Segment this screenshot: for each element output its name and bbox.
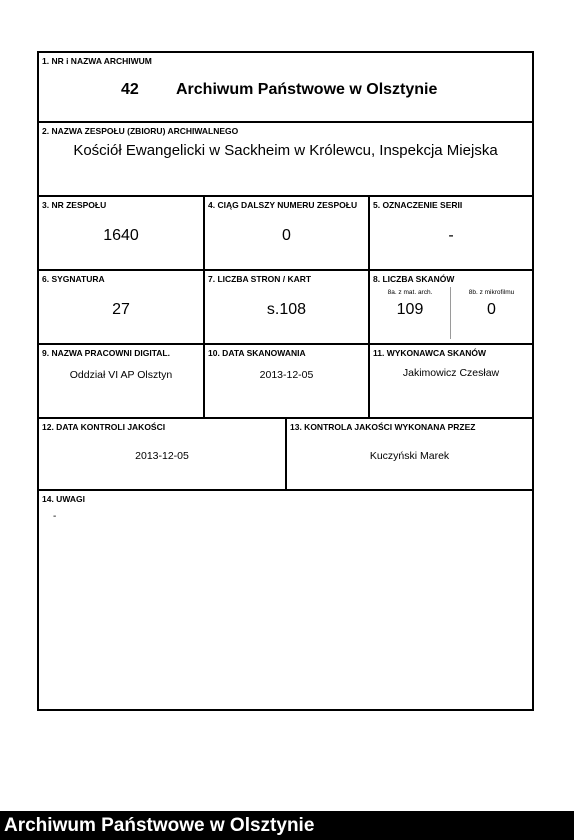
digitization-lab-value: Oddział VI AP Olsztyn — [69, 369, 173, 381]
field-signature — [39, 271, 203, 343]
footer-banner: Archiwum Państwowe w Olsztynie — [0, 811, 574, 840]
field-fonds-number-label: 3. NR ZESPOŁU — [42, 200, 107, 210]
field-qc-date-label: 12. DATA KONTROLI JAKOŚCI — [42, 422, 166, 432]
field-qc-operator — [287, 419, 532, 489]
field-remarks-label: 14. UWAGI — [42, 494, 85, 504]
scan-count-archival-value: 109 — [396, 301, 424, 318]
field-scan-date-label: 10. DATA SKANOWANIA — [208, 348, 306, 358]
field-scanner-operator — [370, 345, 532, 417]
field-series — [370, 197, 532, 269]
scanner-operator-value: Jakimowicz Czesław — [402, 367, 500, 379]
archive-name: Archiwum Państwowe w Olsztynie — [176, 81, 438, 98]
metadata-form — [37, 51, 534, 711]
fonds-number-value: 1640 — [103, 227, 139, 244]
scan-count-microfilm-value: 0 — [487, 301, 496, 318]
field-fonds-number-continuation-label: 4. CIĄG DALSZY NUMERU ZESPOŁU — [208, 200, 358, 210]
field-scan-date — [205, 345, 368, 417]
scan-count-archival — [370, 287, 450, 343]
series-value: - — [448, 227, 454, 244]
field-archive-label: 1. NR i NAZWA ARCHIWUM — [42, 56, 152, 66]
field-scanner-operator-label: 11. WYKONAWCA SKANÓW — [373, 348, 487, 358]
field-remarks — [39, 491, 532, 709]
field-qc-date — [39, 419, 285, 489]
field-digitization-lab — [39, 345, 203, 417]
scan-count-microfilm-label: 8b. z mikrofilmu — [468, 289, 515, 296]
qc-operator-value: Kuczyński Marek — [369, 450, 450, 462]
field-page-count-label: 7. LICZBA STRON / KART — [208, 274, 312, 284]
fonds-name-value: Kościół Ewangelicki w Sackheim w Królewcu, Inspekcja Miejska — [73, 142, 498, 159]
field-fonds-name — [39, 123, 532, 195]
signature-value: 27 — [112, 301, 130, 318]
field-qc-operator-label: 13. KONTROLA JAKOŚCI WYKONANA PRZEZ — [290, 422, 476, 432]
field-fonds-name-label: 2. NAZWA ZESPOŁU (ZBIORU) ARCHIWALNEGO — [42, 126, 239, 136]
scan-count-archival-label: 8a. z mat. arch. — [387, 289, 433, 296]
field-signature-label: 6. SYGNATURA — [42, 274, 105, 284]
fonds-number-continuation-value: 0 — [282, 227, 291, 244]
field-scan-count — [370, 271, 532, 343]
scan-date-value: 2013-12-05 — [259, 369, 314, 381]
field-fonds-number — [39, 197, 203, 269]
field-digitization-lab-label: 9. NAZWA PRACOWNI DIGITAL. — [42, 348, 170, 358]
field-scan-count-label: 8. LICZBA SKANÓW — [373, 274, 455, 284]
archive-number: 42 — [121, 81, 139, 98]
qc-date-value: 2013-12-05 — [135, 450, 189, 462]
remarks-value: - — [53, 511, 57, 522]
field-page-count — [205, 271, 368, 343]
field-fonds-number-continuation — [205, 197, 368, 269]
field-series-label: 5. OZNACZENIE SERII — [373, 200, 463, 210]
scan-count-microfilm — [451, 287, 532, 343]
page-count-value: s.108 — [266, 301, 307, 318]
field-archive — [39, 53, 532, 121]
